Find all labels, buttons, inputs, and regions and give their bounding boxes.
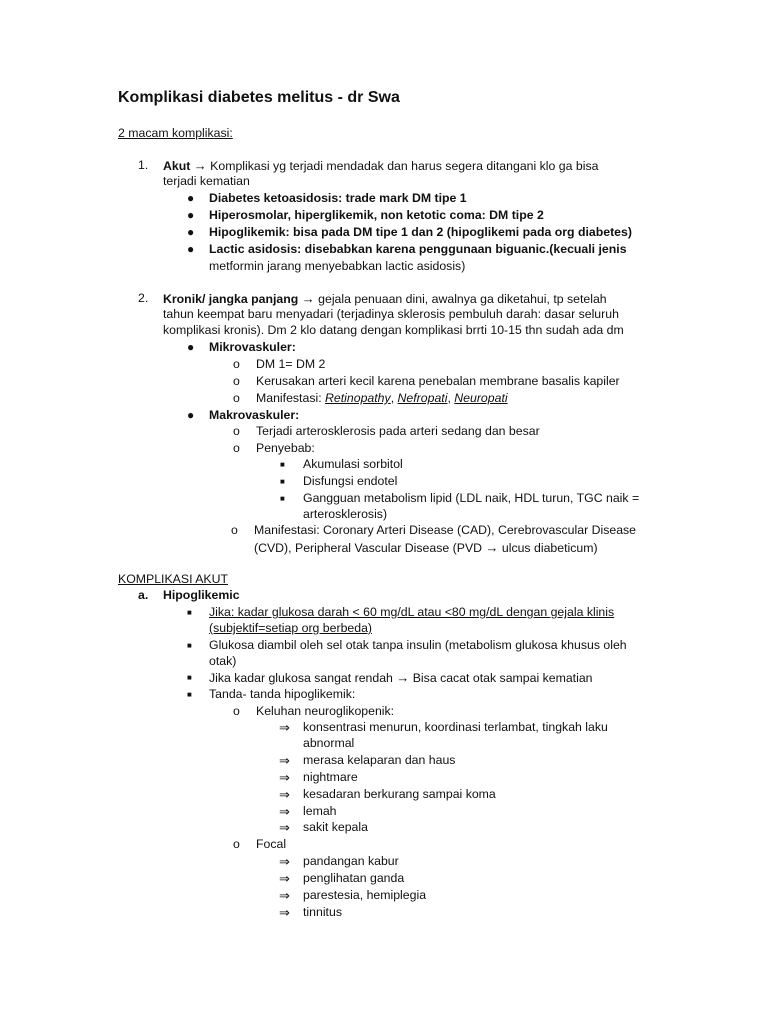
square-bullet-icon: ■ — [280, 494, 285, 503]
circle-bullet-icon: o — [233, 357, 240, 371]
list-item: nightmare — [303, 770, 358, 784]
link-neuropati: Neuropati — [454, 391, 508, 405]
square-bullet-icon: ■ — [187, 641, 192, 650]
akut-label: Akut — [163, 159, 191, 173]
circle-bullet-icon: o — [231, 523, 238, 537]
neuroglikopenik-label: Keluhan neuroglikopenik: — [256, 704, 395, 718]
list-item: Akumulasi sorbitol — [303, 457, 403, 471]
circle-bullet-icon: o — [233, 704, 240, 718]
cacat-otak-text: Bisa cacat otak sampai kematian — [412, 671, 593, 685]
bullet-icon: ● — [187, 225, 195, 239]
implies-arrow-icon: ⇒ — [279, 804, 290, 819]
implies-arrow-icon: ⇒ — [279, 854, 290, 869]
manifestasi-makro-line: Manifestasi: Coronary Arteri Disease (CAD), Cerebrovascular Disease — [254, 523, 637, 537]
item-akut-line — [163, 158, 598, 174]
link-retinopathy: Retinopathy — [325, 391, 391, 405]
bullet-icon: ● — [187, 208, 195, 222]
manifestasi-makro-continued — [254, 540, 598, 556]
list-item-continued: (subjektif=setiap org berbeda) — [209, 621, 373, 635]
square-bullet-icon: ■ — [187, 673, 192, 682]
list-number-2: 2. — [138, 291, 149, 305]
list-item: DM 1= DM 2 — [256, 357, 326, 371]
circle-bullet-icon: o — [233, 374, 240, 388]
section-heading-komplikasi: 2 macam komplikasi: — [118, 126, 233, 140]
list-item: Hiperosmolar, hiperglikemik, non ketotic coma: DM tipe 2 — [209, 208, 544, 222]
manifestasi-mikro-line — [256, 391, 508, 406]
bullet-icon: ● — [187, 408, 195, 422]
akut-text-continued: terjadi kematian — [163, 174, 250, 188]
circle-bullet-icon: o — [233, 391, 240, 405]
list-item: sakit kepala — [303, 820, 368, 834]
right-arrow-icon: → — [301, 291, 315, 306]
section-heading-komplikasi-akut: KOMPLIKASI AKUT — [118, 572, 229, 586]
list-item: Kerusakan arteri kecil karena penebalan membrane basalis kapiler — [256, 374, 620, 388]
list-item: konsentrasi menurun, koordinasi terlambat, tingkah laku — [303, 720, 608, 734]
circle-bullet-icon: o — [233, 837, 240, 851]
list-number-1: 1. — [138, 158, 149, 172]
list-item: kesadaran berkurang sampai koma — [303, 787, 496, 801]
list-item: Terjadi arterosklerosis pada arteri sedang dan besar — [256, 424, 540, 438]
square-bullet-icon: ■ — [280, 477, 285, 486]
right-arrow-icon: → — [193, 158, 207, 173]
list-item: pandangan kabur — [303, 854, 399, 868]
implies-arrow-icon: ⇒ — [279, 888, 290, 903]
list-item-continued: arterosklerosis) — [303, 507, 388, 521]
implies-arrow-icon: ⇒ — [279, 820, 290, 835]
list-item: Diabetes ketoasidosis: trade mark DM tipe 1 — [209, 191, 467, 205]
list-item: merasa kelaparan dan haus — [303, 753, 456, 767]
list-item-continued: otak) — [209, 654, 237, 668]
glukosa-rendah-text: Jika kadar glukosa sangat rendah — [209, 671, 393, 685]
glukosa-rendah-line — [209, 670, 593, 686]
mikrovaskuler-label: Mikrovaskuler: — [209, 340, 296, 354]
list-item: lemah — [303, 804, 337, 818]
list-item: Gangguan metabolism lipid (LDL naik, HDL turun, TGC naik = — [303, 491, 640, 505]
list-item: Tanda- tanda hipoglikemik: — [209, 687, 356, 701]
ulcus-text: ulcus diabeticum) — [501, 541, 598, 555]
akut-text: Komplikasi yg terjadi mendadak dan harus segera ditangani klo ga bisa — [210, 159, 599, 173]
square-bullet-icon: ■ — [280, 460, 285, 469]
hipoglikemic-heading: Hipoglikemic — [163, 588, 240, 602]
separator: , — [447, 391, 455, 405]
implies-arrow-icon: ⇒ — [279, 871, 290, 886]
list-item: Glukosa diambil oleh sel otak tanpa insulin (metabolism glukosa khusus oleh — [209, 638, 627, 652]
focal-label: Focal — [256, 837, 287, 851]
bullet-icon: ● — [187, 191, 195, 205]
link-nefropati: Nefropati — [397, 391, 448, 405]
separator: , — [390, 391, 398, 405]
list-letter-a: a. — [138, 588, 149, 602]
square-bullet-icon: ■ — [187, 608, 192, 617]
kronik-text: gejala penuaan dini, awalnya ga diketahui, tp setelah — [318, 292, 607, 306]
list-item: tinnitus — [303, 905, 342, 919]
square-bullet-icon: ■ — [187, 690, 192, 699]
list-item — [209, 225, 632, 240]
list-item-continued: metformin jarang menyebabkan lactic asidosis) — [209, 259, 466, 273]
list-item: penglihatan ganda — [303, 871, 405, 885]
kronik-text-continued: tahun keempat baru menyadari (terjadinya sklerosis pembuluh darah: dasar seluruh — [163, 307, 619, 321]
item-kronik-line — [163, 291, 607, 307]
bullet-icon: ● — [187, 340, 195, 354]
implies-arrow-icon: ⇒ — [279, 753, 290, 768]
implies-arrow-icon: ⇒ — [279, 770, 290, 785]
list-item: Jika: kadar glukosa darah < 60 mg/dL atau <80 mg/dL dengan gejala klinis — [209, 605, 615, 619]
circle-bullet-icon: o — [233, 424, 240, 438]
kronik-text-continued: komplikasi kronis). Dm 2 klo datang dengan komplikasi brrti 10-15 thn sudah ada dm — [163, 323, 624, 337]
list-item: parestesia, hemiplegia — [303, 888, 427, 902]
pvd-text: (CVD), Peripheral Vascular Disease (PVD — [254, 541, 483, 555]
implies-arrow-icon: ⇒ — [279, 905, 290, 920]
right-arrow-icon: → — [396, 670, 410, 685]
list-item: Disfungsi endotel — [303, 474, 398, 488]
bullet-icon: ● — [187, 242, 195, 256]
implies-arrow-icon: ⇒ — [279, 720, 290, 735]
manifestasi-label: Manifestasi: — [256, 391, 322, 405]
circle-bullet-icon: o — [233, 441, 240, 455]
makrovaskuler-label: Makrovaskuler: — [209, 408, 300, 422]
document-title: Komplikasi diabetes melitus - dr Swa — [118, 89, 400, 106]
penyebab-label: Penyebab: — [256, 441, 315, 455]
list-item: Lactic asidosis: disebabkan karena penggunaan biguanic.(kecuali jenis — [209, 242, 627, 256]
list-item-continued: abnormal — [303, 736, 355, 750]
kronik-label: Kronik/ jangka panjang — [163, 292, 299, 306]
right-arrow-icon: → — [485, 540, 499, 555]
hipoglikemik-line: Hipoglikemik: bisa pada DM tipe 1 dan 2 (hipoglikemi pada org diabetes) — [209, 225, 632, 239]
implies-arrow-icon: ⇒ — [279, 787, 290, 802]
